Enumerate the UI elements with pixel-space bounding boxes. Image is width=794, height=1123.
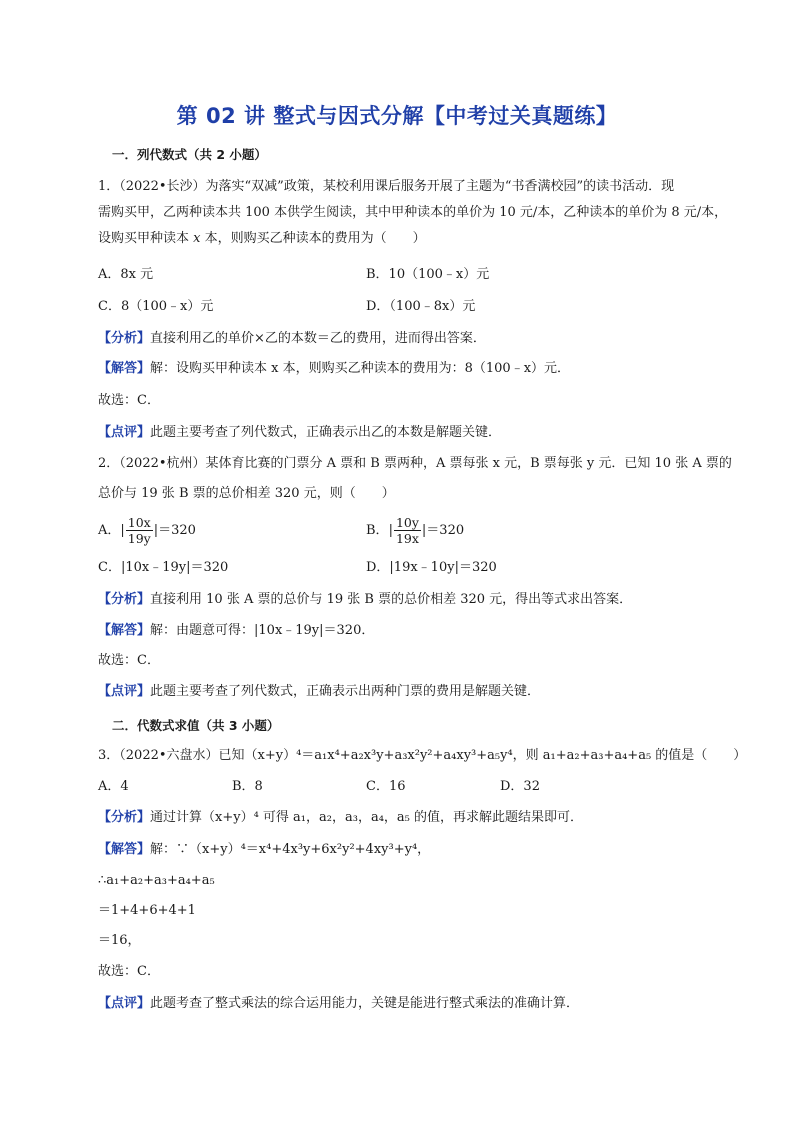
section-heading-2: 二．代数式求值（共 3 小题） xyxy=(112,718,280,733)
q2-analysis: 【分析】直接利用 10 张 A 票的总价与 19 张 B 票的总价相差 320 元，得出等式求出答案． xyxy=(98,592,633,607)
q3-option-c: C．16 xyxy=(366,779,406,794)
q1-option-b: B．10（100﹣x）元 xyxy=(366,267,490,282)
q2-comment: 【点评】此题主要考查了列代数式，正确表示出两种门票的费用是解题关键． xyxy=(98,684,541,699)
q1-solution: 【解答】解：设购买甲种读本 x 本，则购买乙种读本的费用为：8（100﹣x）元． xyxy=(98,361,571,376)
q3-step-1: ∴a₁+a₂+a₃+a₄+a₅ xyxy=(98,873,215,888)
q3-option-a: A．4 xyxy=(98,779,129,794)
q1-option-c: C．8（100﹣x）元 xyxy=(98,299,214,314)
q1-option-a: A．8x 元 xyxy=(98,267,154,282)
q1-stem-line-3: 设购买甲种读本 x 本，则购买乙种读本的费用为（ ） xyxy=(98,231,426,246)
page-title: 第 02 讲 整式与因式分解【中考过关真题练】 xyxy=(176,104,618,128)
q3-comment: 【点评】此题考查了整式乘法的综合运用能力，关键是能进行整式乘法的准确计算． xyxy=(98,996,580,1011)
q2-option-b: B．| $\frac{10y}{19x}$ |＝320 xyxy=(366,515,465,546)
q2-option-a: A．| $\frac{10x}{19y}$ |＝320 xyxy=(98,515,196,546)
q1-stem-line-1: 1．（2022•长沙）为落实“双减”政策，某校利用课后服务开展了主题为“书香满校园”的读书活动．现 xyxy=(98,179,675,194)
section-heading-1: 一．列代数式（共 2 小题） xyxy=(112,147,267,162)
q3-option-b: B．8 xyxy=(232,779,263,794)
q1-stem-line-2: 需购买甲，乙两种读本共 100 本供学生阅读，其中甲种读本的单价为 10 元/本，乙种读本的单价为 8 元/本， xyxy=(98,205,728,220)
q3-analysis: 【分析】通过计算（x+y）⁴ 可得 a₁，a₂，a₃，a₄，a₅ 的值，再求解此题结果即可． xyxy=(98,810,584,825)
q2-stem-line-2: 总价与 19 张 B 票的总价相差 320 元，则（ ） xyxy=(98,486,395,501)
q1-comment: 【点评】此题主要考查了列代数式，正确表示出乙的本数是解题关键． xyxy=(98,425,502,440)
q1-analysis: 【分析】直接利用乙的单价×乙的本数＝乙的费用，进而得出答案． xyxy=(98,331,486,346)
q3-step-3: ＝16， xyxy=(98,933,141,948)
q3-option-d: D．32 xyxy=(500,779,540,794)
q2-option-c: C．|10x﹣19y|＝320 xyxy=(98,560,229,575)
q2-choose: 故选：C． xyxy=(98,653,160,668)
q3-choose: 故选：C． xyxy=(98,964,160,979)
q3-solution: 【解答】解：∵（x+y）⁴＝x⁴+4x³y+6x²y²+4xy³+y⁴， xyxy=(98,842,431,857)
q1-choose: 故选：C． xyxy=(98,393,160,408)
q2-solution: 【解答】解：由题意可得：|10x﹣19y|＝320． xyxy=(98,623,375,638)
q3-stem: 3．（2022•六盘水）已知（x+y）⁴＝a₁x⁴+a₂x³y+a₃x²y²+a₄xy³+a₅y⁴，则 a₁+a₂+a₃+a₄+a₅ 的值是（ ） xyxy=(98,748,747,763)
q2-option-d: D．|19x﹣10y|＝320 xyxy=(366,560,497,575)
q2-stem-line-1: 2．（2022•杭州）某体育比赛的门票分 A 票和 B 票两种，A 票每张 x 元，B 票每张 y 元．已知 10 张 A 票的 xyxy=(98,456,732,471)
q1-option-d: D．（100﹣8x）元 xyxy=(366,299,476,314)
q2-option-a-fraction: $\frac{10x}{19y}$ xyxy=(127,515,151,546)
q2-option-b-fraction: $\frac{10y}{19x}$ xyxy=(395,515,419,546)
q3-step-2: ＝1+4+6+4+1 xyxy=(98,903,196,918)
